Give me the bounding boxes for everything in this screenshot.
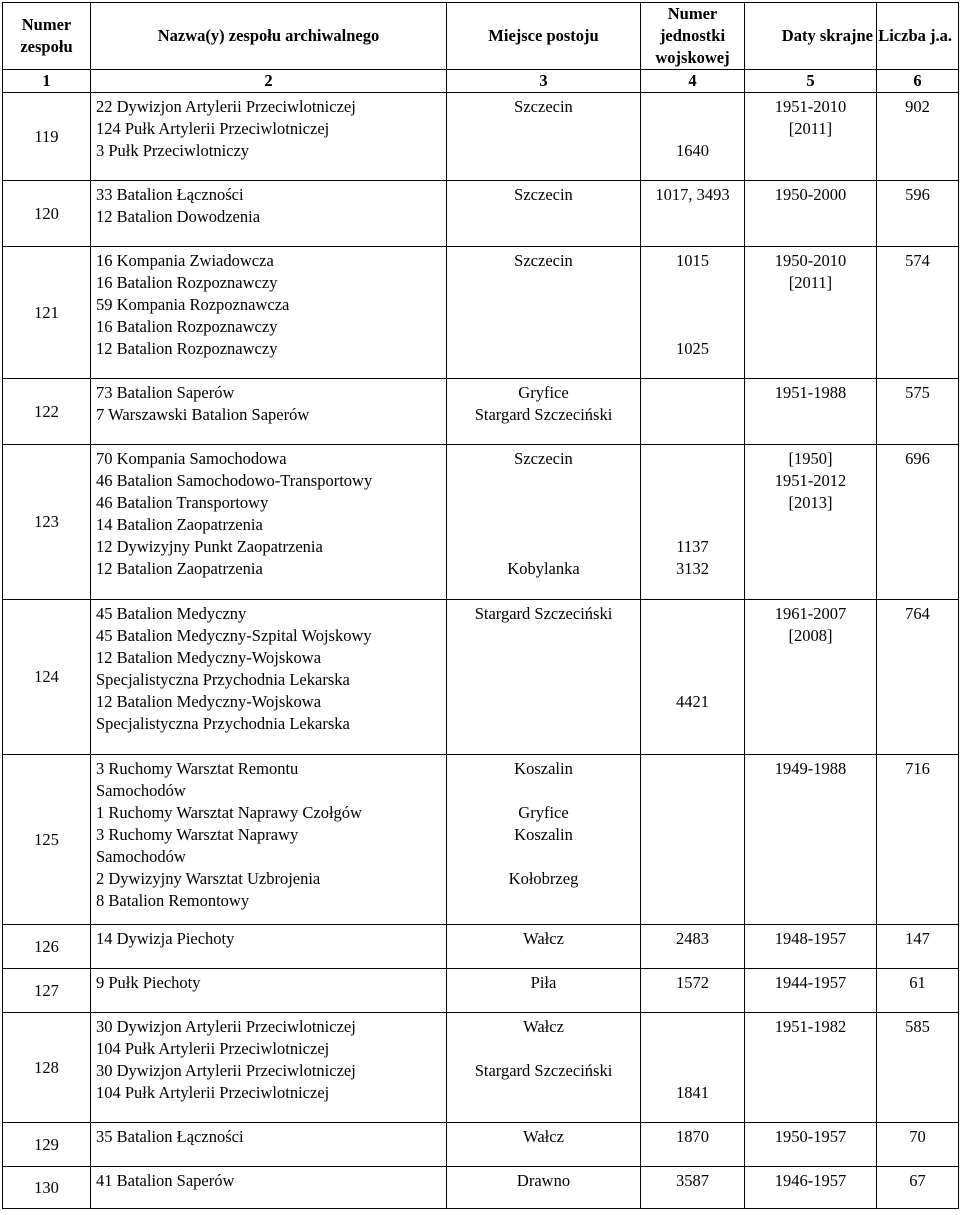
cell-line: 30 Dywizjon Artylerii Przeciwlotniczej <box>96 1061 356 1080</box>
cell-line: Szczecin <box>514 251 573 270</box>
group-number-cell: 130 <box>3 1167 91 1209</box>
count-cell: 764 <box>877 600 959 755</box>
cell-line <box>745 647 876 669</box>
cell-line <box>641 404 744 426</box>
header-row <box>3 3 959 70</box>
cell-line <box>641 1060 744 1082</box>
cell-line <box>641 272 744 294</box>
dates-cell <box>745 600 877 755</box>
cell-line: Gryfice <box>518 383 569 402</box>
header-count: Liczba j.a. <box>877 3 959 70</box>
cell-line <box>641 824 744 846</box>
cell-line: 124 Pułk Artylerii Przeciwlotniczej <box>96 119 330 138</box>
cell-line: 1015 <box>676 251 709 270</box>
cell-line: 3132 <box>676 559 709 578</box>
group-number-cell: 123 <box>3 445 91 600</box>
cell-line <box>745 558 876 580</box>
cell-line <box>447 514 640 536</box>
dates-cell <box>745 445 877 600</box>
cell-line: 16 Batalion Rozpoznawczy <box>96 317 278 336</box>
cell-line: [2011] <box>788 119 833 138</box>
cell-line: 1951-1988 <box>774 383 847 402</box>
cell-line: 3587 <box>676 1171 709 1190</box>
cell-line <box>641 868 744 890</box>
place-cell <box>447 600 641 755</box>
cell-line: 1949-1988 <box>774 759 847 778</box>
group-name-cell <box>91 247 447 379</box>
cell-line <box>641 846 744 868</box>
cell-line: 12 Batalion Medyczny-Wojskowa <box>96 648 322 667</box>
cell-line <box>745 868 876 890</box>
cell-line <box>447 492 640 514</box>
place-cell <box>447 1013 641 1123</box>
column-number: 1 <box>3 70 91 93</box>
cell-line <box>745 294 876 316</box>
cell-line: Samochodów <box>96 781 186 800</box>
group-number-cell: 128 <box>3 1013 91 1123</box>
cell-line <box>641 780 744 802</box>
cell-line: Koszalin <box>514 759 573 778</box>
dates-cell <box>745 1167 877 1209</box>
table-row <box>3 247 959 379</box>
table-row <box>3 925 959 969</box>
cell-line <box>641 802 744 824</box>
cell-line: 33 Batalion Łączności <box>96 185 244 204</box>
place-cell <box>447 755 641 925</box>
table-row <box>3 1123 959 1167</box>
archive-table <box>2 2 959 1209</box>
cell-line <box>745 404 876 426</box>
cell-line: 1951-1982 <box>774 1017 847 1036</box>
unit-number-cell <box>641 925 745 969</box>
cell-line: 1640 <box>676 141 709 160</box>
cell-line: 104 Pułk Artylerii Przeciwlotniczej <box>96 1083 330 1102</box>
cell-line: Specjalistyczna Przychodnia Lekarska <box>96 670 350 689</box>
column-number: 4 <box>641 70 745 93</box>
cell-line: [2011] <box>788 273 833 292</box>
place-cell <box>447 1167 641 1209</box>
cell-line: 1961-2007 <box>774 604 847 623</box>
cell-line: 2483 <box>676 929 709 948</box>
table-row <box>3 93 959 181</box>
cell-line <box>447 338 640 360</box>
cell-line <box>745 338 876 360</box>
cell-line: 1017, 3493 <box>655 185 730 204</box>
dates-cell <box>745 755 877 925</box>
cell-line: Specjalistyczna Przychodnia Lekarska <box>96 714 350 733</box>
header-dates: Daty skrajne <box>745 3 877 70</box>
dates-cell <box>745 93 877 181</box>
cell-line <box>641 758 744 780</box>
group-number-cell: 122 <box>3 379 91 445</box>
cell-line: Wałcz <box>523 1017 564 1036</box>
cell-line <box>447 691 640 713</box>
cell-line <box>447 294 640 316</box>
table-row <box>3 969 959 1013</box>
column-number: 2 <box>91 70 447 93</box>
cell-line <box>745 890 876 912</box>
group-number-cell: 129 <box>3 1123 91 1167</box>
cell-line <box>641 625 744 647</box>
count-cell: 70 <box>877 1123 959 1167</box>
dates-cell <box>745 181 877 247</box>
place-cell <box>447 445 641 600</box>
cell-line: 1944-1957 <box>774 973 847 992</box>
cell-line: 7 Warszawski Batalion Saperów <box>96 405 310 424</box>
cell-line <box>641 470 744 492</box>
count-cell: 147 <box>877 925 959 969</box>
group-name-cell <box>91 755 447 925</box>
cell-line: [1950] <box>788 449 833 468</box>
group-name-cell <box>91 1123 447 1167</box>
table-row <box>3 181 959 247</box>
unit-number-cell <box>641 181 745 247</box>
place-cell <box>447 969 641 1013</box>
place-cell <box>447 181 641 247</box>
cell-line <box>641 382 744 404</box>
count-cell: 575 <box>877 379 959 445</box>
group-name-cell <box>91 445 447 600</box>
cell-line: 1951-2012 <box>774 471 847 490</box>
cell-line: 1572 <box>676 973 709 992</box>
cell-line <box>641 514 744 536</box>
cell-line: 14 Dywizja Piechoty <box>96 929 235 948</box>
cell-line: 3 Ruchomy Warsztat Remontu <box>96 759 299 778</box>
table-body <box>3 93 959 1209</box>
cell-line: 1950-1957 <box>774 1127 847 1146</box>
cell-line <box>447 846 640 868</box>
cell-line: 1137 <box>676 537 709 556</box>
count-cell: 696 <box>877 445 959 600</box>
place-cell <box>447 379 641 445</box>
cell-line: 41 Batalion Saperów <box>96 1171 235 1190</box>
cell-line <box>745 846 876 868</box>
cell-line: 12 Batalion Dowodzenia <box>96 207 261 226</box>
cell-line: 22 Dywizjon Artylerii Przeciwlotniczej <box>96 97 356 116</box>
cell-line: 46 Batalion Transportowy <box>96 493 269 512</box>
dates-cell <box>745 247 877 379</box>
count-cell: 596 <box>877 181 959 247</box>
unit-number-cell <box>641 247 745 379</box>
cell-line <box>447 890 640 912</box>
cell-line <box>745 780 876 802</box>
cell-line: Wałcz <box>523 929 564 948</box>
cell-line <box>447 470 640 492</box>
group-number-cell: 124 <box>3 600 91 755</box>
cell-line <box>641 890 744 912</box>
cell-line <box>447 118 640 140</box>
cell-line: 1946-1957 <box>774 1171 847 1190</box>
cell-line: 104 Pułk Artylerii Przeciwlotniczej <box>96 1039 330 1058</box>
cell-line <box>641 603 744 625</box>
cell-line: 8 Batalion Remontowy <box>96 891 250 910</box>
unit-number-cell <box>641 1013 745 1123</box>
cell-line: 45 Batalion Medyczny <box>96 604 247 623</box>
cell-line <box>447 536 640 558</box>
cell-line: Szczecin <box>514 97 573 116</box>
cell-line: 1951-2010 <box>774 97 847 116</box>
count-cell: 585 <box>877 1013 959 1123</box>
cell-line: Stargard Szczeciński <box>474 405 613 424</box>
cell-line <box>641 1038 744 1060</box>
group-number-cell: 126 <box>3 925 91 969</box>
group-name-cell <box>91 181 447 247</box>
table-row <box>3 445 959 600</box>
unit-number-cell <box>641 445 745 600</box>
cell-line: 1841 <box>676 1083 709 1102</box>
table-row <box>3 1167 959 1209</box>
column-number: 3 <box>447 70 641 93</box>
cell-line <box>641 448 744 470</box>
header-unit: Numer jednostki wojskowej <box>641 3 745 70</box>
column-number-row <box>3 70 959 93</box>
cell-line: 59 Kompania Rozpoznawcza <box>96 295 290 314</box>
cell-line: Piła <box>530 973 557 992</box>
table-row <box>3 1013 959 1123</box>
cell-line <box>745 514 876 536</box>
count-cell: 716 <box>877 755 959 925</box>
cell-line <box>447 713 640 735</box>
group-name-cell <box>91 379 447 445</box>
group-number-cell: 121 <box>3 247 91 379</box>
dates-cell <box>745 969 877 1013</box>
place-cell <box>447 247 641 379</box>
cell-line <box>745 713 876 735</box>
dates-cell <box>745 1123 877 1167</box>
cell-line <box>641 206 744 228</box>
cell-line <box>745 669 876 691</box>
cell-line: 1950-2010 <box>774 251 847 270</box>
cell-line: 1950-2000 <box>774 185 847 204</box>
cell-line <box>745 206 876 228</box>
header-place: Miejsce postoju <box>447 3 641 70</box>
cell-line: 30 Dywizjon Artylerii Przeciwlotniczej <box>96 1017 356 1036</box>
cell-line <box>447 140 640 162</box>
cell-line: 1870 <box>676 1127 709 1146</box>
group-name-cell <box>91 1167 447 1209</box>
cell-line: Wałcz <box>523 1127 564 1146</box>
cell-line: Drawno <box>516 1171 571 1190</box>
column-number: 6 <box>877 70 959 93</box>
cell-line <box>745 824 876 846</box>
unit-number-cell <box>641 755 745 925</box>
cell-line <box>447 625 640 647</box>
unit-number-cell <box>641 1123 745 1167</box>
cell-line <box>447 669 640 691</box>
cell-line: 1948-1957 <box>774 929 847 948</box>
table-row <box>3 379 959 445</box>
unit-number-cell <box>641 969 745 1013</box>
group-number-cell: 125 <box>3 755 91 925</box>
group-name-cell <box>91 600 447 755</box>
cell-line <box>745 802 876 824</box>
cell-line: 46 Batalion Samochodowo-Transportowy <box>96 471 373 490</box>
cell-line: Szczecin <box>514 449 573 468</box>
group-name-cell <box>91 925 447 969</box>
cell-line <box>745 140 876 162</box>
group-name-cell <box>91 93 447 181</box>
unit-number-cell <box>641 600 745 755</box>
cell-line: 12 Batalion Medyczny-Wojskowa <box>96 692 322 711</box>
group-name-cell <box>91 969 447 1013</box>
cell-line <box>641 1016 744 1038</box>
cell-line: 35 Batalion Łączności <box>96 1127 244 1146</box>
cell-line <box>447 647 640 669</box>
cell-line: Gryfice <box>518 803 569 822</box>
cell-line <box>745 1060 876 1082</box>
place-cell <box>447 925 641 969</box>
cell-line <box>447 272 640 294</box>
cell-line <box>447 1082 640 1104</box>
cell-line <box>745 691 876 713</box>
count-cell: 902 <box>877 93 959 181</box>
cell-line: Kobylanka <box>507 559 580 578</box>
cell-line <box>447 1038 640 1060</box>
cell-line <box>641 294 744 316</box>
cell-line <box>641 647 744 669</box>
header-name: Nazwa(y) zespołu archiwalnego <box>91 3 447 70</box>
cell-line: 4421 <box>676 692 709 711</box>
place-cell <box>447 1123 641 1167</box>
unit-number-cell <box>641 379 745 445</box>
group-number-cell: 120 <box>3 181 91 247</box>
unit-number-cell <box>641 1167 745 1209</box>
unit-number-cell <box>641 93 745 181</box>
cell-line: 16 Kompania Zwiadowcza <box>96 251 274 270</box>
cell-line: 1 Ruchomy Warsztat Naprawy Czołgów <box>96 803 362 822</box>
cell-line: 3 Pułk Przeciwlotniczy <box>96 141 250 160</box>
cell-line: 16 Batalion Rozpoznawczy <box>96 273 278 292</box>
cell-line <box>745 1082 876 1104</box>
column-number: 5 <box>745 70 877 93</box>
cell-line <box>641 96 744 118</box>
dates-cell <box>745 1013 877 1123</box>
cell-line <box>447 316 640 338</box>
cell-line: 12 Dywizyjny Punkt Zaopatrzenia <box>96 537 323 556</box>
cell-line <box>641 316 744 338</box>
group-number-cell: 119 <box>3 93 91 181</box>
cell-line: Stargard Szczeciński <box>474 604 613 623</box>
cell-line: Kołobrzeg <box>508 869 579 888</box>
cell-line: 12 Batalion Rozpoznawczy <box>96 339 278 358</box>
cell-line: 14 Batalion Zaopatrzenia <box>96 515 263 534</box>
table-row <box>3 755 959 925</box>
cell-line <box>745 536 876 558</box>
cell-line <box>641 492 744 514</box>
table-row <box>3 600 959 755</box>
cell-line: 1025 <box>676 339 709 358</box>
place-cell <box>447 93 641 181</box>
cell-line <box>447 780 640 802</box>
group-name-cell <box>91 1013 447 1123</box>
cell-line: Samochodów <box>96 847 186 866</box>
cell-line <box>745 316 876 338</box>
cell-line: [2008] <box>788 626 833 645</box>
cell-line <box>641 669 744 691</box>
cell-line: [2013] <box>788 493 833 512</box>
dates-cell <box>745 379 877 445</box>
cell-line: 2 Dywizyjny Warsztat Uzbrojenia <box>96 869 321 888</box>
cell-line: 9 Pułk Piechoty <box>96 973 201 992</box>
cell-line <box>745 1038 876 1060</box>
count-cell: 574 <box>877 247 959 379</box>
header-nr: Numer zespołu <box>3 3 91 70</box>
cell-line: 12 Batalion Zaopatrzenia <box>96 559 263 578</box>
count-cell: 67 <box>877 1167 959 1209</box>
cell-line <box>641 118 744 140</box>
cell-line: 45 Batalion Medyczny-Szpital Wojskowy <box>96 626 372 645</box>
cell-line: Koszalin <box>514 825 573 844</box>
group-number-cell: 127 <box>3 969 91 1013</box>
cell-line: Szczecin <box>514 185 573 204</box>
cell-line <box>641 713 744 735</box>
count-cell: 61 <box>877 969 959 1013</box>
cell-line: 73 Batalion Saperów <box>96 383 235 402</box>
cell-line: 70 Kompania Samochodowa <box>96 449 287 468</box>
cell-line: Stargard Szczeciński <box>474 1061 613 1080</box>
cell-line <box>447 206 640 228</box>
dates-cell <box>745 925 877 969</box>
cell-line: 3 Ruchomy Warsztat Naprawy <box>96 825 299 844</box>
